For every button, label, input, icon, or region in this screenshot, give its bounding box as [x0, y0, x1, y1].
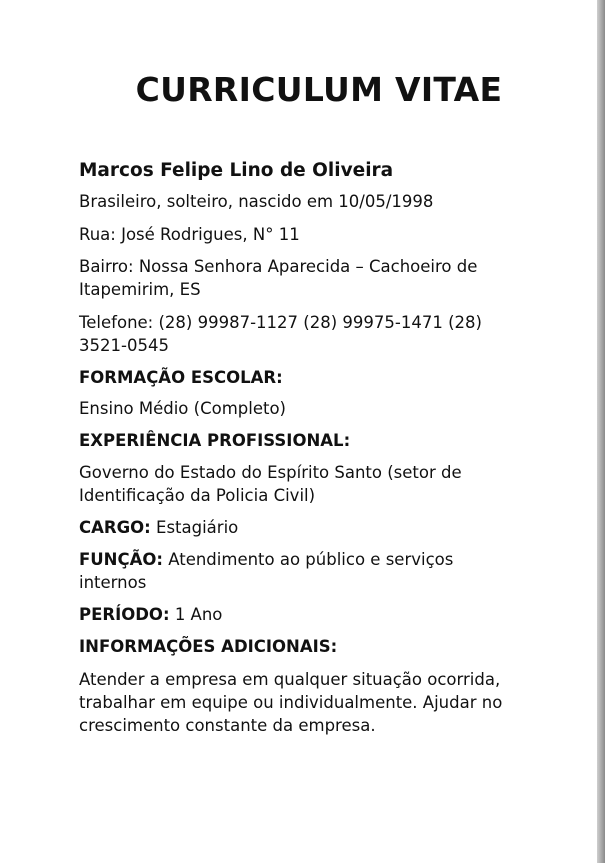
address-district: Bairro: Nossa Senhora Aparecida – Cachoeiro de Itapemirim, ES	[79, 257, 478, 299]
additional-heading	[79, 635, 519, 658]
role-label: CARGO:	[79, 518, 151, 537]
personal-description: Brasileiro, solteiro, nascido em 10/05/1998	[79, 192, 434, 211]
experience-heading-text: EXPERIÊNCIA PROFISSIONAL:	[79, 431, 351, 450]
experience-period	[79, 603, 519, 626]
experience-employer: Governo do Estado do Espírito Santo (setor de Identificação da Policia Civil)	[79, 463, 462, 505]
experience-function	[79, 548, 519, 594]
additional-text: Atender a empresa em qualquer situação ocorrida, trabalhar em equipe ou individualmente. Ajudar no crescimento constante da empresa.	[79, 670, 503, 735]
role-value: Estagiário	[156, 518, 239, 537]
education-heading-text: FORMAÇÃO ESCOLAR:	[79, 368, 283, 387]
education-heading	[79, 366, 519, 389]
experience-role	[79, 516, 519, 539]
phone-numbers: Telefone: (28) 99987-1127 (28) 99975-1471 (28) 3521-0545	[79, 313, 482, 355]
document-title: CURRICULUM VITAE	[135, 70, 503, 109]
education-value: Ensino Médio (Completo)	[79, 399, 286, 418]
experience-heading	[79, 429, 519, 452]
function-label: FUNÇÃO:	[79, 550, 163, 569]
person-name: Marcos Felipe Lino de Oliveira	[79, 160, 394, 181]
function-value: Atendimento ao público e serviços internos	[79, 550, 454, 592]
address-street: Rua: José Rodrigues, N° 11	[79, 225, 300, 244]
additional-heading-text: INFORMAÇÕES ADICIONAIS:	[79, 637, 338, 656]
period-value: 1 Ano	[174, 605, 223, 624]
period-label: PERÍODO:	[79, 605, 170, 624]
page-edge	[597, 0, 605, 863]
